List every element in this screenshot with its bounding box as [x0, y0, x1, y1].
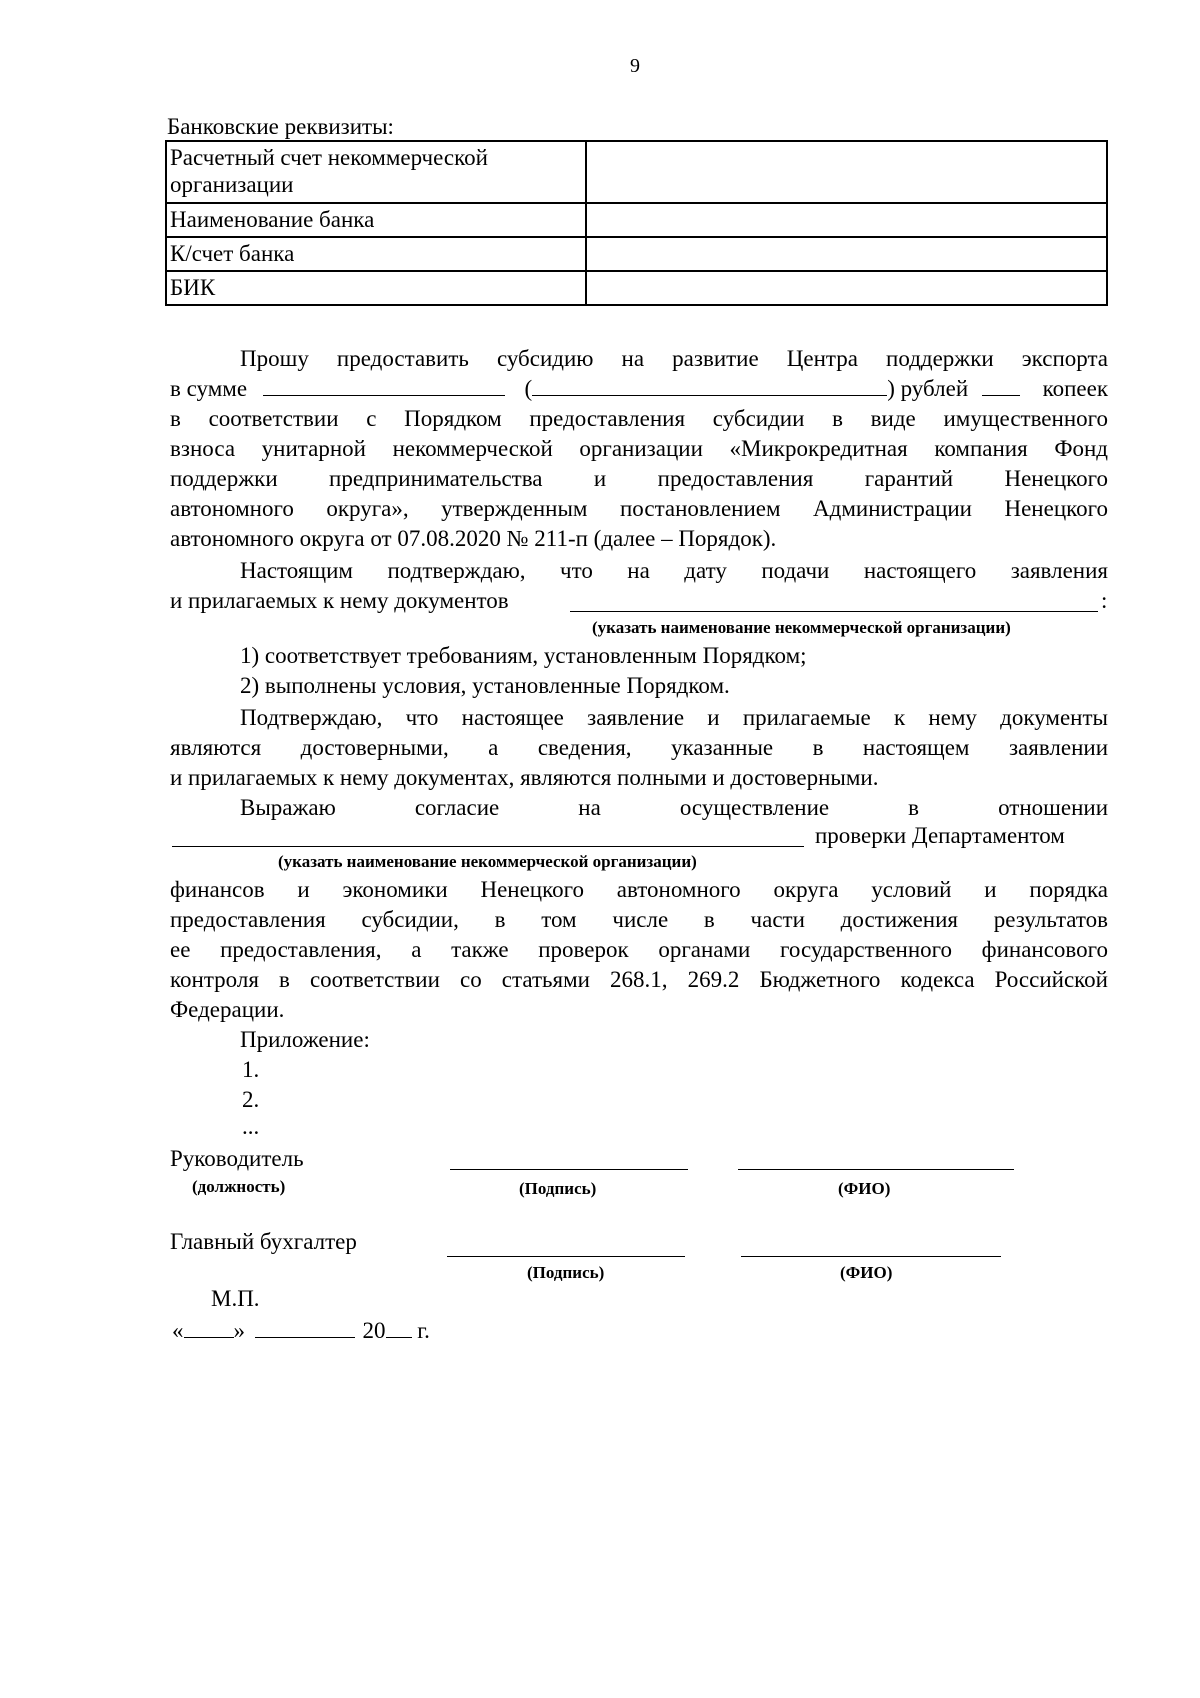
org-name-blank[interactable]	[570, 611, 1098, 612]
table-row	[166, 141, 1107, 203]
request-sum-line	[170, 375, 1108, 403]
sum-prefix: в сумме	[170, 376, 248, 401]
consent-line-6: контроля в соответствии со статьями 268.1, 269.2 Бюджетного кодекса Российской	[170, 967, 1108, 992]
paren-open: (	[524, 376, 533, 401]
date-year-blank[interactable]	[386, 1317, 412, 1338]
bank-heading: Банковские реквизиты:	[167, 114, 394, 139]
request-line-7: автономного округа от 07.08.2020 № 211-п (далее – Порядок).	[170, 526, 777, 551]
head-signature-line[interactable]	[450, 1169, 688, 1170]
attachment-item: ...	[242, 1114, 260, 1139]
confirm-line-2	[170, 587, 509, 615]
page-number: 9	[630, 55, 640, 77]
bank-name-label: Наименование банка	[166, 203, 586, 237]
consent-line-7: Федерации.	[170, 997, 285, 1022]
confirm-colon: :	[1101, 588, 1108, 613]
request-line-6: автономного округа», утвержденным постановлением Администрации Ненецкого	[170, 496, 1108, 521]
org-name-hint: (указать наименование некоммерческой организации)	[592, 618, 1011, 637]
bank-account-value[interactable]	[586, 141, 1107, 203]
consent-line-5: ее предоставления, а также проверок органами государственного финансового	[170, 937, 1108, 962]
consent-org-hint: (указать наименование некоммерческой организации)	[278, 852, 697, 871]
table-row	[166, 271, 1107, 305]
date-day-blank[interactable]	[184, 1317, 234, 1338]
corr-account-value[interactable]	[586, 237, 1107, 271]
rubles-label: ) рублей	[887, 376, 969, 401]
table-row	[166, 237, 1107, 271]
attachment-item: 2.	[242, 1087, 260, 1112]
bank-name-value[interactable]	[586, 203, 1107, 237]
confirm-item-1: 1) соответствует требованиям, установленным Порядком;	[240, 643, 807, 668]
kopeks-label: копеек	[1042, 376, 1108, 401]
attachment-item: 1.	[242, 1057, 260, 1082]
reliability-line-1: Подтверждаю, что настоящее заявление и прилагаемые к нему документы	[240, 705, 1108, 730]
reliability-line-2: являются достоверными, а сведения, указанные в настоящем заявлении	[170, 735, 1108, 760]
accountant-signature-hint: (Подпись)	[527, 1263, 605, 1282]
sum-blank[interactable]	[263, 375, 505, 396]
bank-details-table	[165, 140, 1108, 306]
confirm-line-2-text: и прилагаемых к нему документов	[170, 588, 509, 613]
accountant-name-hint: (ФИО)	[840, 1263, 893, 1282]
consent-line-4: предоставления субсидии, в том числе в части достижения результатов	[170, 907, 1108, 932]
consent-line-3: финансов и экономики Ненецкого автономного округа условий и порядка	[170, 877, 1108, 902]
kopeks-blank[interactable]	[982, 375, 1020, 396]
head-title: Руководитель	[170, 1146, 304, 1171]
consent-line-1: Выражаю согласие на осуществление в отношении	[240, 795, 1108, 820]
bank-account-label: Расчетный счет некоммерческой организации	[166, 141, 586, 203]
request-line-4: взноса унитарной некоммерческой организации «Микрокредитная компания Фонд	[170, 436, 1108, 461]
head-name-line[interactable]	[738, 1169, 1014, 1170]
confirm-item-2: 2) выполнены условия, установленные Порядком.	[240, 673, 730, 698]
consent-line-2-tail: проверки Департаментом	[815, 823, 1065, 848]
request-line-1: Прошу предоставить субсидию на развитие Центра поддержки экспорта	[240, 346, 1108, 371]
date-month-blank[interactable]	[255, 1317, 355, 1338]
attachments-heading: Приложение:	[240, 1027, 370, 1052]
sum-words-blank[interactable]	[532, 375, 887, 396]
date-line	[172, 1317, 430, 1345]
bik-label: БИК	[166, 271, 586, 305]
accountant-name-line[interactable]	[741, 1256, 1001, 1257]
accountant-title: Главный бухгалтер	[170, 1229, 357, 1254]
table-row	[166, 203, 1107, 237]
stamp-mark: М.П.	[211, 1286, 260, 1311]
position-hint: (должность)	[192, 1177, 286, 1196]
request-line-3: в соответствии с Порядком предоставления субсидии в виде имущественного	[170, 406, 1108, 431]
date-year-suffix: г.	[417, 1318, 430, 1343]
head-name-hint: (ФИО)	[838, 1179, 891, 1198]
head-signature-hint: (Подпись)	[519, 1179, 597, 1198]
request-line-5: поддержки предпринимательства и предоставления гарантий Ненецкого	[170, 466, 1108, 491]
corr-account-label: К/счет банка	[166, 237, 586, 271]
consent-org-blank[interactable]	[172, 846, 804, 847]
confirm-line-1: Настоящим подтверждаю, что на дату подачи настоящего заявления	[240, 558, 1108, 583]
accountant-signature-line[interactable]	[447, 1256, 685, 1257]
reliability-line-3: и прилагаемых к нему документах, являются полными и достоверными.	[170, 765, 879, 790]
date-quote-close: »	[233, 1318, 245, 1343]
date-year-prefix: 20	[362, 1318, 386, 1343]
date-quote-open: «	[172, 1318, 184, 1343]
bik-value[interactable]	[586, 271, 1107, 305]
